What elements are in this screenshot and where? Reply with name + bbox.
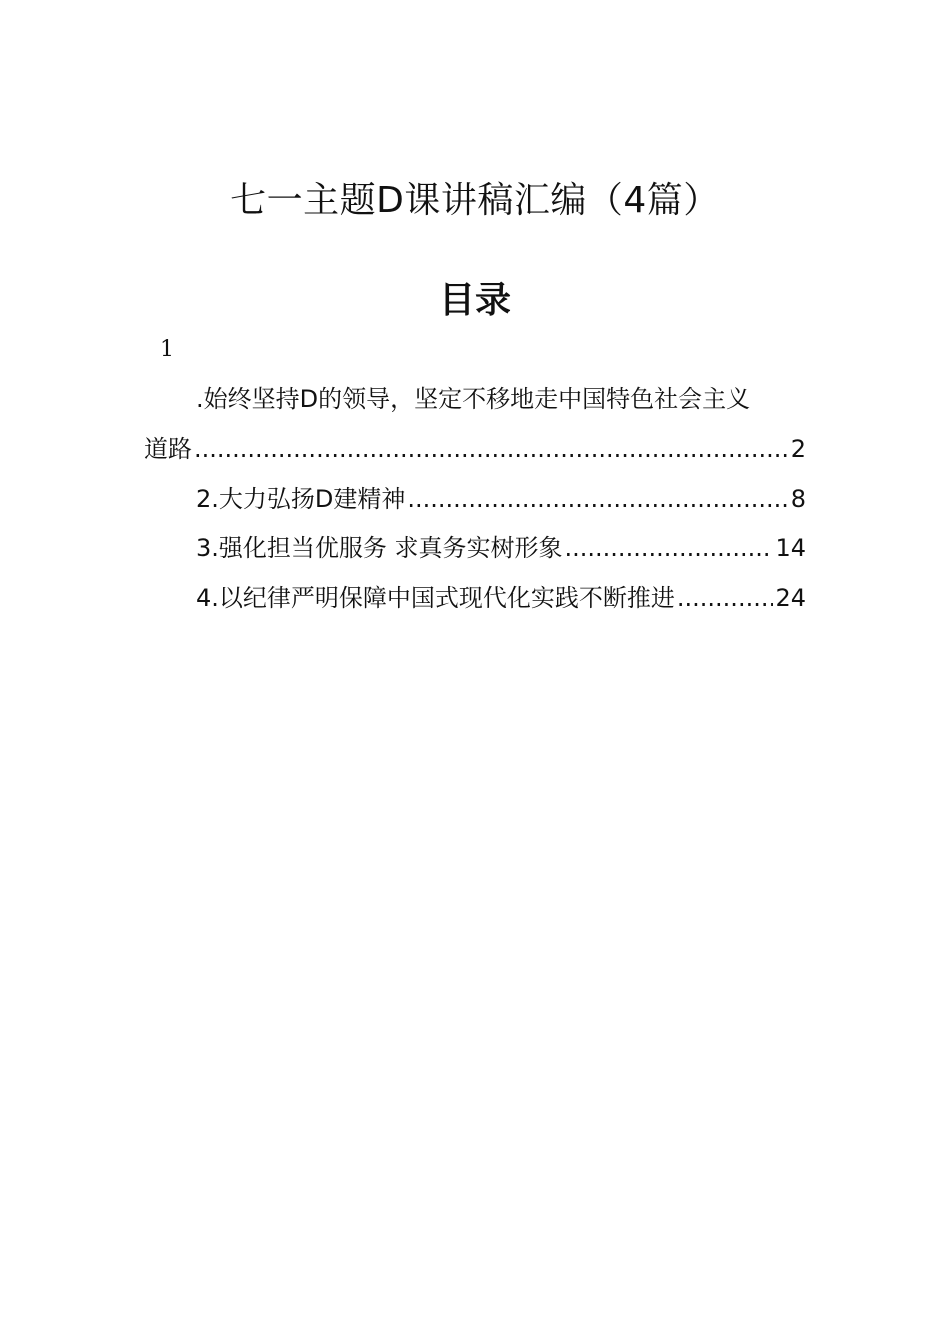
toc-page-number: 14 — [775, 534, 806, 562]
toc-leader-dots — [565, 531, 774, 565]
toc-page-number: 2 — [790, 435, 806, 463]
toc-page-number: 24 — [775, 584, 806, 612]
toc-entry-1-line-2[interactable] — [144, 432, 806, 466]
toc-entry-1-line-1[interactable] — [196, 382, 806, 416]
toc-entry-label: 2.大力弘扬D建精神 — [196, 485, 406, 513]
toc-entry-label: 3.强化担当优服务 求真务实树形象 — [196, 534, 563, 562]
toc-leader-dots — [194, 432, 789, 466]
stray-number: 1 — [160, 337, 174, 362]
document-title: 七一主题D课讲稿汇编（4篇） — [230, 180, 720, 221]
toc-page-number: 8 — [790, 485, 806, 513]
toc-entry-4[interactable] — [196, 581, 806, 615]
toc-leader-dots — [677, 581, 774, 615]
toc-entry-2[interactable] — [196, 482, 806, 516]
toc-entry-label: 道路 — [144, 435, 192, 463]
toc-entry-label: 4.以纪律严明保障中国式现代化实践不断推进 — [196, 584, 675, 612]
toc-entry-3[interactable] — [196, 531, 806, 565]
toc-entry-label: .始终坚持D的领导，坚定不移地走中国特色社会主义 — [196, 385, 751, 413]
toc-leader-dots — [407, 482, 788, 516]
toc-heading: 目录 — [438, 280, 511, 321]
